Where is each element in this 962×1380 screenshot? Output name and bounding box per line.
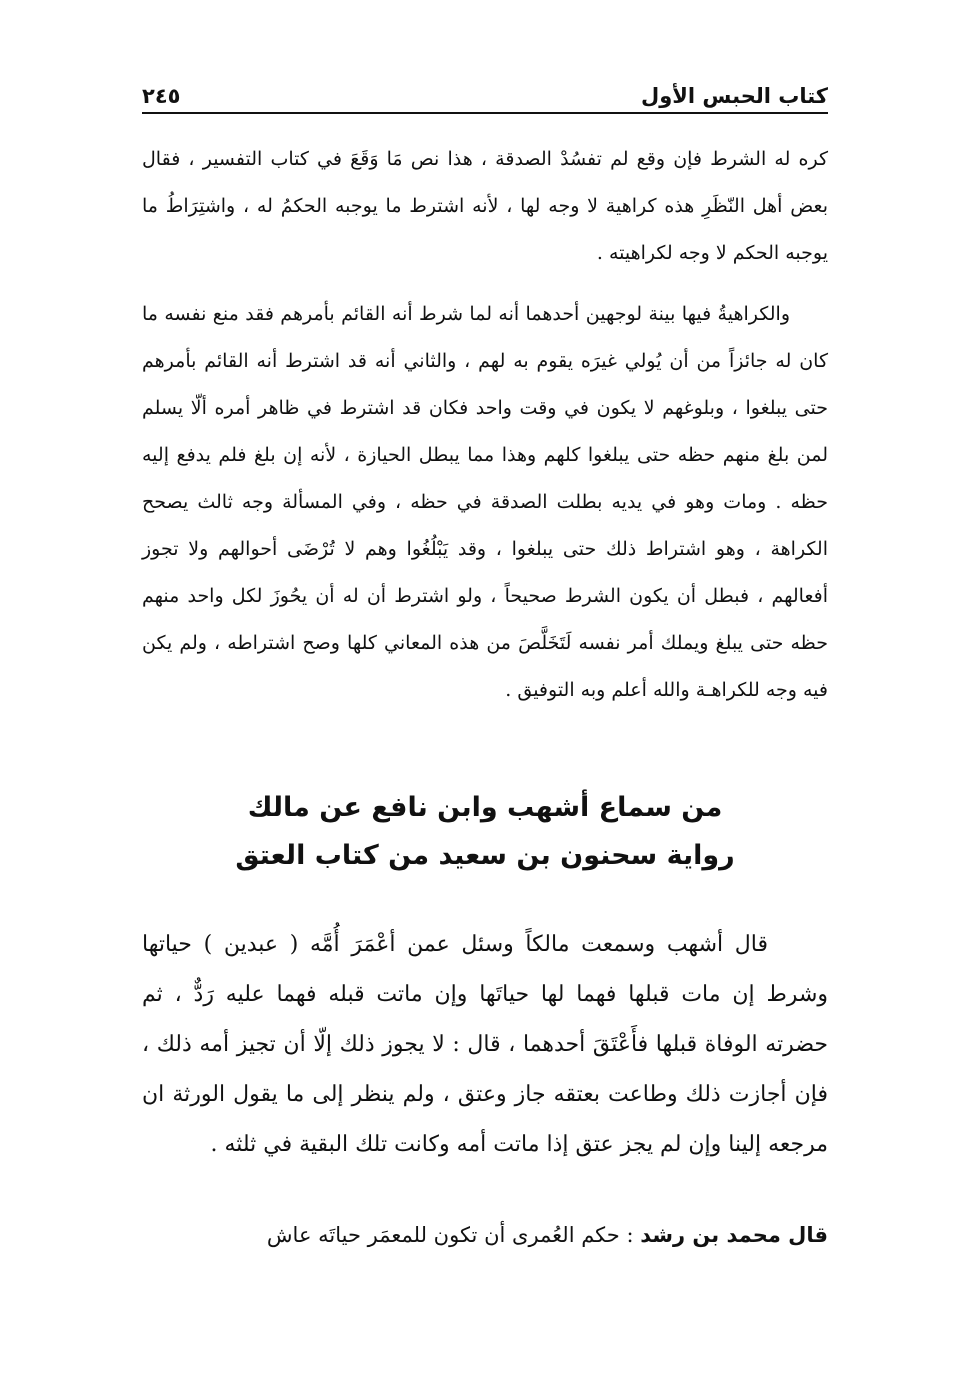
section-heading-line-2: رواية سحنون بن سعيد من كتاب العتق: [235, 840, 735, 871]
page-number: ٢٤٥: [142, 84, 181, 108]
paragraph-2: والكراهيةُ فيها بينة لوجهين أحدهما أنه لما شرط أنه القائم بأمرهم فقد منع نفسه ما كان له جائزاً من أن يُولي غيرَه يقوم به لهم ، والثاني أنه قد اشترط أنه القائم بأمرهم حتى يبلغوا ، وبلوغهم لا يكون في وقت واحد فكان قد اشترط في ظاهر أمره ألّا يسلم لمن بلغ منهم حظه حتى يبلغوا كلهم وهذا مما يبطل الحيازة ، لأنه إن بلغ فلم يدفع إليه حظه . ومات وهو في يديه بطلت الصدقة في حظه ، وفي المسألة وجه ثالث يصحح الكراهة ، وهو اشتراط ذلك حتى يبلغوا ، وقد يَبْلُغُوا وهم لا تُرْضَى أحوالهم ولا تجوز أفعالهم ، فبطل أن يكون الشرط صحيحاً ، ولو اشترط أن له أن يحُوزَ لكل واحد منهم حظه حتى يبلغ ويملك أمر نفسه لَتَخَلَّصَ من هذه المعاني كلها وصح اشتراطه ، ولم يكن فيه وجه للكراهـة والله أعلم وبه التوفيق .: [142, 303, 828, 701]
header-rule: [142, 112, 828, 114]
commentary-speaker: قال محمد بن رشد: [640, 1223, 828, 1247]
section-paragraph-1: قال أشهب وسمعت مالكاً وسئل عمن أعْمَرَ أُمَّه ( عبدين ) حياتها وشرط إن مات قبلها فهما لها حياتَها وإن ماتت قبله فهما عليه رَدٌّ ، ثم حضرته الوفاة قبلها فأَعْتَقَ أحدهما ، قال : لا يجوز ذلك إلّا أن تجيز أمه ذلك ، فإن أجازت ذلك وطاعت بعتقه جاز وعتق ، ولم ينظر إلى ما يقول الورثة ان مرجعه إلينا وإن لم يجز عتق إذا ماتت أمه وكانت تلك البقية في ثلثه .: [142, 932, 828, 1157]
commentary-paragraph: [142, 1210, 828, 1260]
section-heading-line-1: من سماع أشهب وابن نافع عن مالك: [247, 792, 723, 823]
section-heading: [142, 784, 828, 880]
commentary-separator: :: [619, 1223, 641, 1247]
running-header: [142, 72, 828, 108]
paragraph-1: كره له الشرط فإن وقع لم تفسُدْ الصدقة ، هذا نص مَا وَقَعَ في كتاب التفسير ، فقال بعض أهل النّظَرِ هذه كراهية لا وجه لها ، لأنه اشترط ما يوجبه الحكمُ له ، واشتِرَاطُ ما يوجبه الحكم لا وجه لكراهيته .: [142, 148, 828, 264]
commentary-text: حكم العُمرى أن تكون للمعمَر حياتَه عاش: [266, 1223, 620, 1247]
book-title: كتاب الحبس الأول: [641, 84, 828, 108]
